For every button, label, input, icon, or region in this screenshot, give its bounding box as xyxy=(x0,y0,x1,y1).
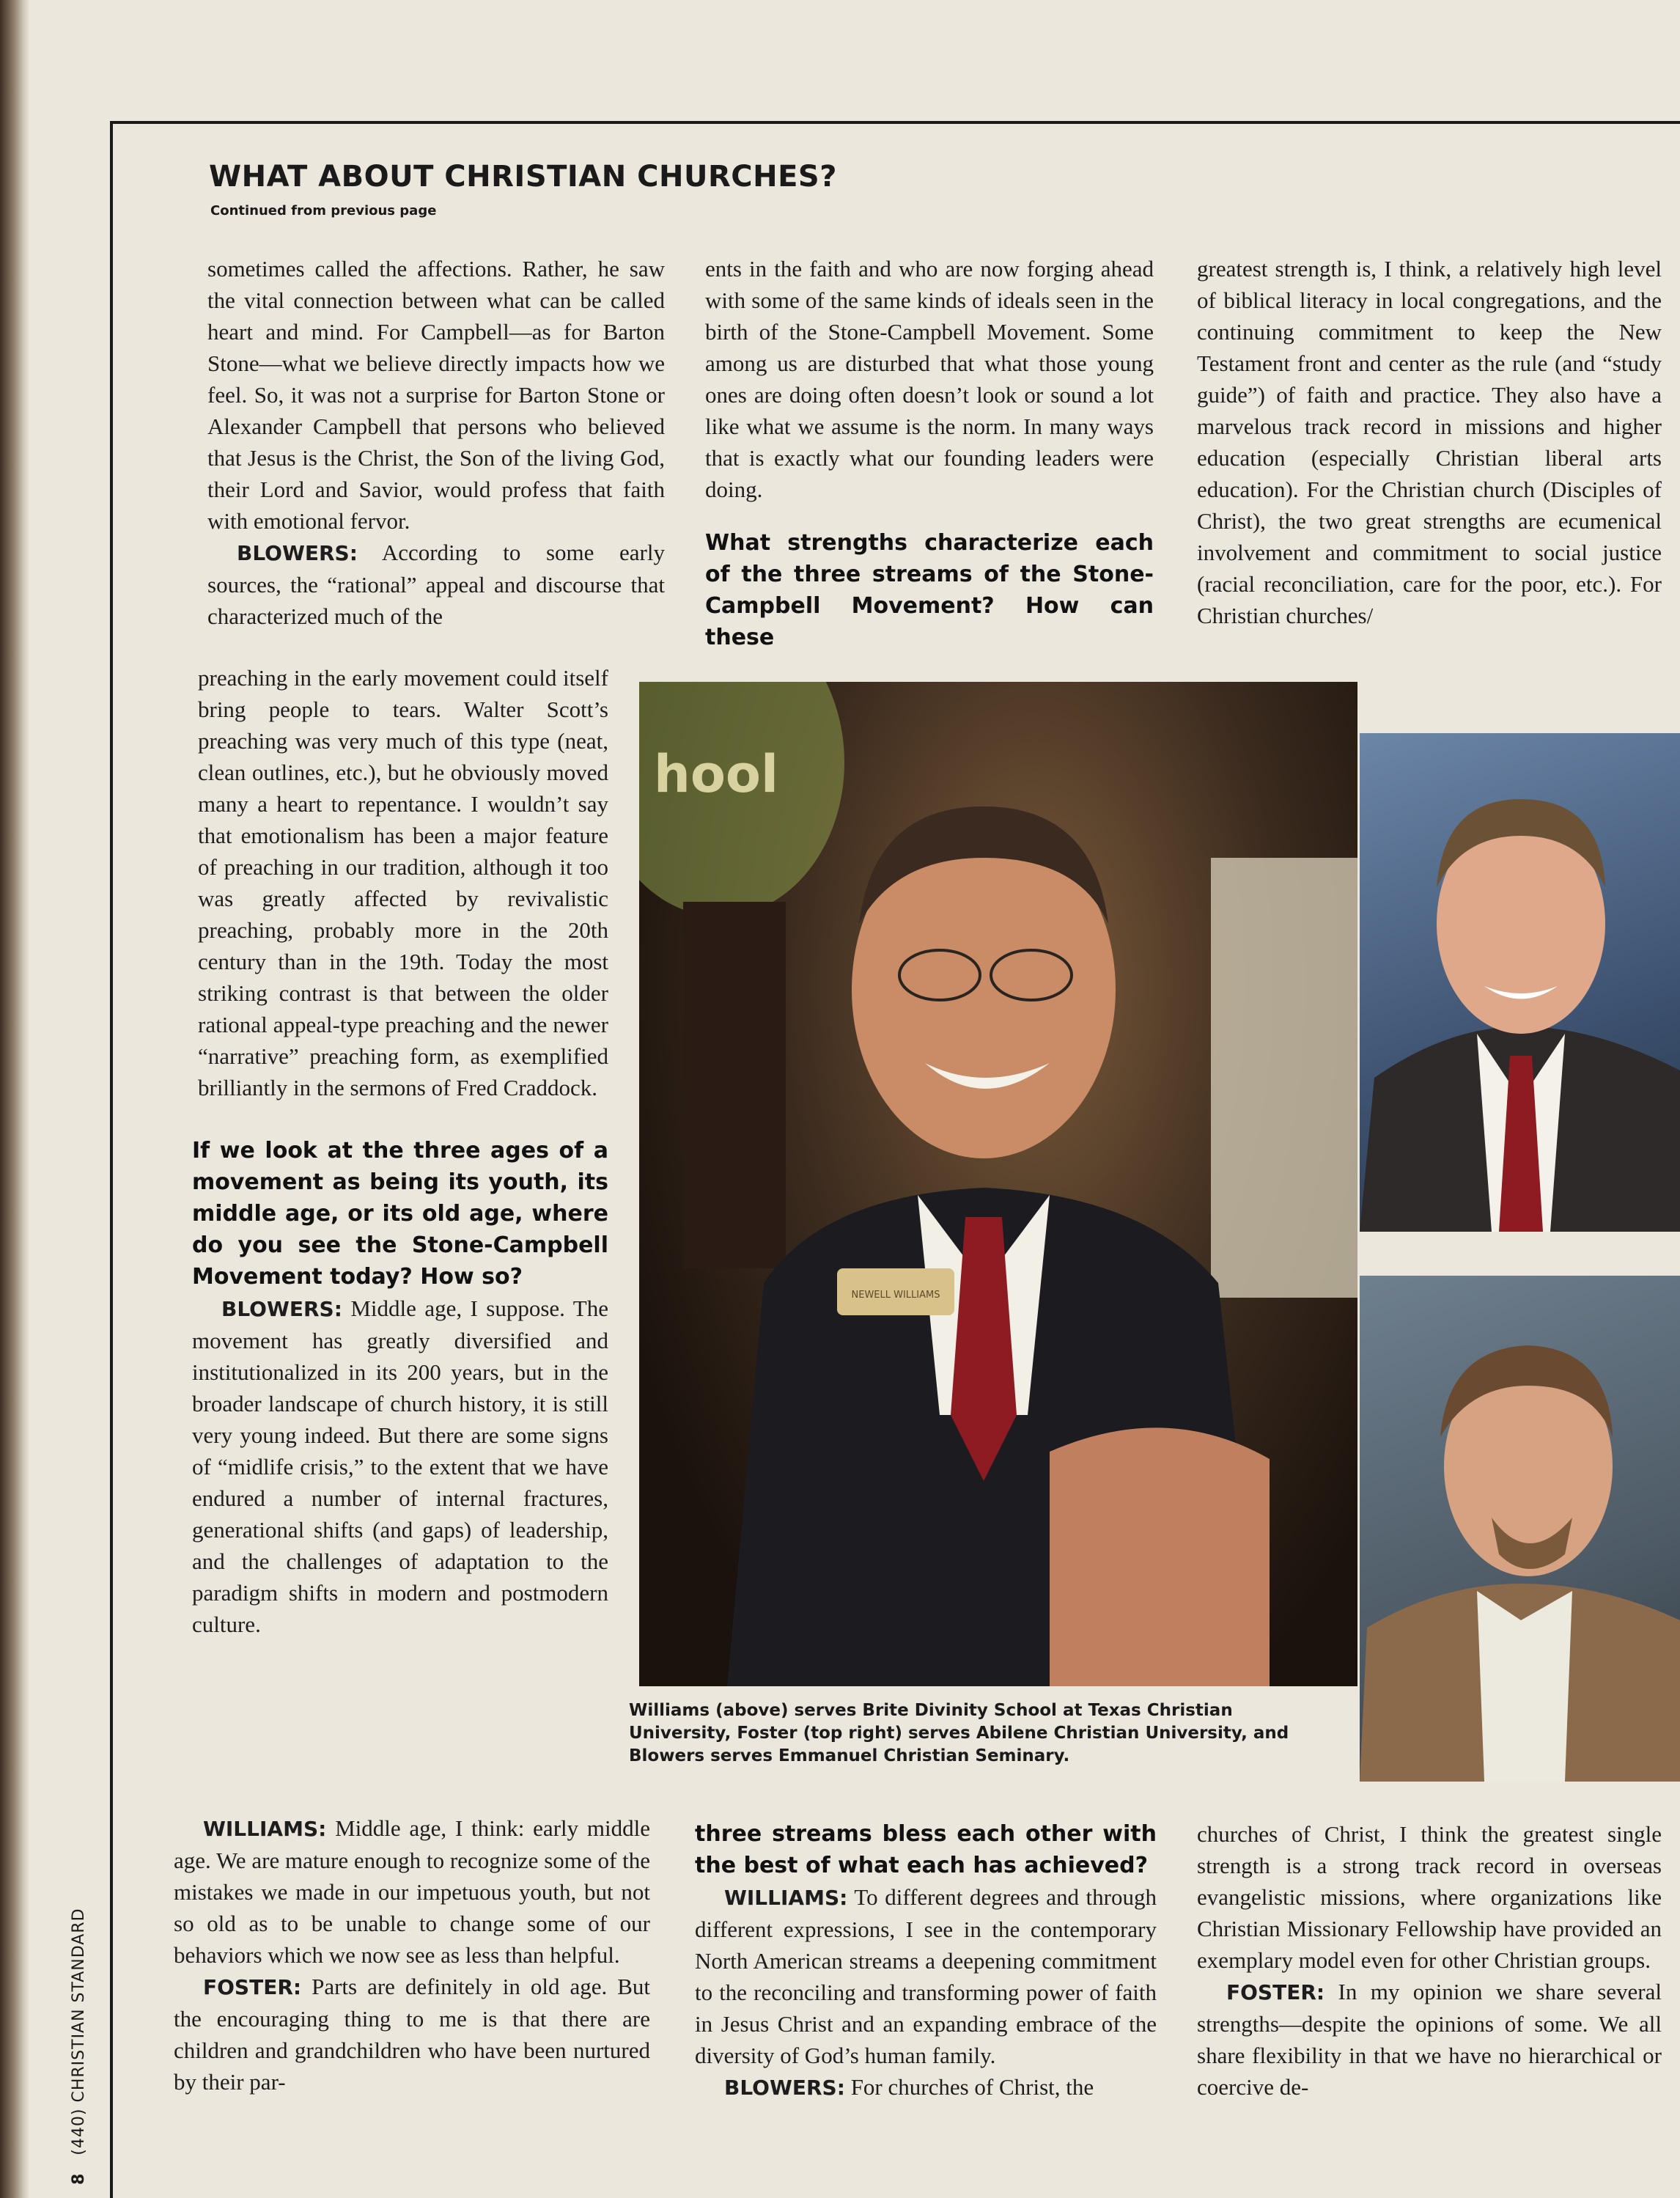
interview-question: If we look at the three ages of a movement as being its youth, its middle age, or its old age, where do you see the Stone-Campbell Movement today? How so? xyxy=(192,1138,608,1290)
speaker-label: BLOWERS: xyxy=(237,541,358,565)
speaker-label: WILLIAMS: xyxy=(724,1886,848,1910)
photo-foster-illustration xyxy=(1360,733,1680,1232)
name-tag: NEWELL WILLIAMS xyxy=(851,1290,940,1301)
photo-blowers-illustration xyxy=(1360,1276,1680,1782)
interview-question: three streams bless each other with the best of what each has achieved? xyxy=(695,1821,1157,1878)
paragraph: churches of Christ, I think the greatest single strength is a strong track record in overseas evangelistic missions, where organizations like Christian Missionary Fellowship have provided an exemplary model even for other Christian groups. xyxy=(1197,1821,1662,1973)
paragraph: sometimes called the affections. Rather, he saw the vital connection between what can be called heart and mind. For Campbell—as for Barton Stone—what we believe directly impacts how we feel. So, it was not a surprise for Barton Stone or Alexander Campbell that persons who believed that Jesus is the Christ, the Son of the living God, their Lord and Savior, would profess that faith with emotional fervor. xyxy=(207,256,665,534)
column-1-bottom xyxy=(174,1812,650,2098)
interview-question: What strengths characterize each of the three streams of the Stone-Campbell Movement? How can these xyxy=(705,530,1154,650)
speaker-label: FOSTER: xyxy=(203,1975,302,1999)
speaker-label: FOSTER: xyxy=(1226,1980,1325,2004)
publication-name: CHRISTIAN STANDARD xyxy=(70,1908,88,2103)
speaker-label: BLOWERS: xyxy=(221,1297,342,1321)
book-spine xyxy=(0,0,29,2198)
issue-page: (440) xyxy=(70,2108,88,2155)
paragraph: ents in the faith and who are now forging ahead with some of the same kinds of ideals seen in the birth of the Stone-Campbell Movement. Some among us are disturbed that what those young ones are doing often doesn’t look or sound a lot like what we assume is the norm. In many ways that is exactly what our founding leaders were doing. xyxy=(705,256,1154,502)
photo-williams xyxy=(639,682,1357,1686)
paragraph: WILLIAMS: To different degrees and through different expressions, I see in the contemporary North American streams a deepening commitment to the reconciling and transforming power of faith in Jesus Christ and an expanding embrace of the diversity of God’s human family. xyxy=(695,1884,1157,2068)
column-2-top xyxy=(705,253,1154,653)
paragraph: FOSTER: In my opinion we share several strengths—despite the opinions of some. We all share flexibility in that we have no hierarchical or coercive de- xyxy=(1197,1979,1662,2100)
sign-text: hool xyxy=(654,744,779,804)
photo-caption: Williams (above) serves Brite Divinity School at Texas Christian University, Foster (top right) serves Abilene Christian University, and Blowers serves Emmanuel Christian Seminary. xyxy=(629,1701,1289,1765)
continued-note: Continued from previous page xyxy=(210,203,437,218)
column-3-top xyxy=(1197,253,1662,631)
column-1-narrow xyxy=(192,662,608,1640)
article-title: WHAT ABOUT CHRISTIAN CHURCHES? xyxy=(209,160,837,194)
photo-williams-illustration xyxy=(639,682,1357,1686)
photo-blowers xyxy=(1360,1276,1680,1782)
page-number: 8 xyxy=(70,2172,88,2185)
paragraph: preaching in the early movement could itself bring people to tears. Walter Scott’s preaching was very much of this type (neat, clean outlines, etc.), but he obviously moved many a heart to repentance. I wouldn’t say that emotionalism has been a major feature of preaching in our tradition, although it too was greatly affected by revivalistic preaching, probably more in the 20th century than in the 19th. Today the most striking contrast is that between the older rational appeal-type preaching and the newer “narrative” preaching form, as exemplified brilliantly in the sermons of Fred Craddock. xyxy=(198,665,608,1100)
speaker-label: WILLIAMS: xyxy=(203,1817,327,1841)
column-3-bottom xyxy=(1197,1818,1662,2103)
paragraph: greatest strength is, I think, a relatively high level of biblical literacy in local congregations, and the continuing commitment to keep the New Testament front and center as the rule (and “study guide”) of faith and practice. They also have a marvelous track record in missions and higher education (especially Christian liberal arts education). For the Christian church (Disciples of Christ), the two great strengths are ecumenical involvement and commitment to social justice (racial reconciliation, care for the poor, etc.). For Christian churches/ xyxy=(1197,256,1662,628)
page-footer xyxy=(70,1908,88,2185)
column-2-bottom xyxy=(695,1818,1157,2103)
paragraph: WILLIAMS: Middle age, I think: early middle age. We are mature enough to recognize some of the mistakes we made in our impetuous youth, but not so old as to be unable to change some of our behaviors which we now see as less than helpful. xyxy=(174,1815,650,1968)
speaker-label: BLOWERS: xyxy=(724,2076,845,2100)
photo-foster xyxy=(1360,733,1680,1232)
paragraph: BLOWERS: For churches of Christ, the xyxy=(724,2074,1094,2100)
paragraph: BLOWERS: Middle age, I suppose. The movement has greatly diversified and institutionalized in its 200 years, but in the broader landscape of church history, it is still very young indeed. But there are some signs of “midlife crisis,” to the extent that we have endured a number of internal fractures, generational shifts (and gaps) of leadership, and the challenges of adaptation to the paradigm shifts in modern and postmodern culture. xyxy=(192,1295,608,1637)
paragraph: FOSTER: Parts are definitely in old age. But the encouraging thing to me is that there are children and grandchildren who have been nurtured by their par- xyxy=(174,1974,650,2095)
column-1-top xyxy=(207,253,665,632)
paragraph: BLOWERS: According to some early sources, the “rational” appeal and discourse that characterized much of the xyxy=(207,540,665,629)
